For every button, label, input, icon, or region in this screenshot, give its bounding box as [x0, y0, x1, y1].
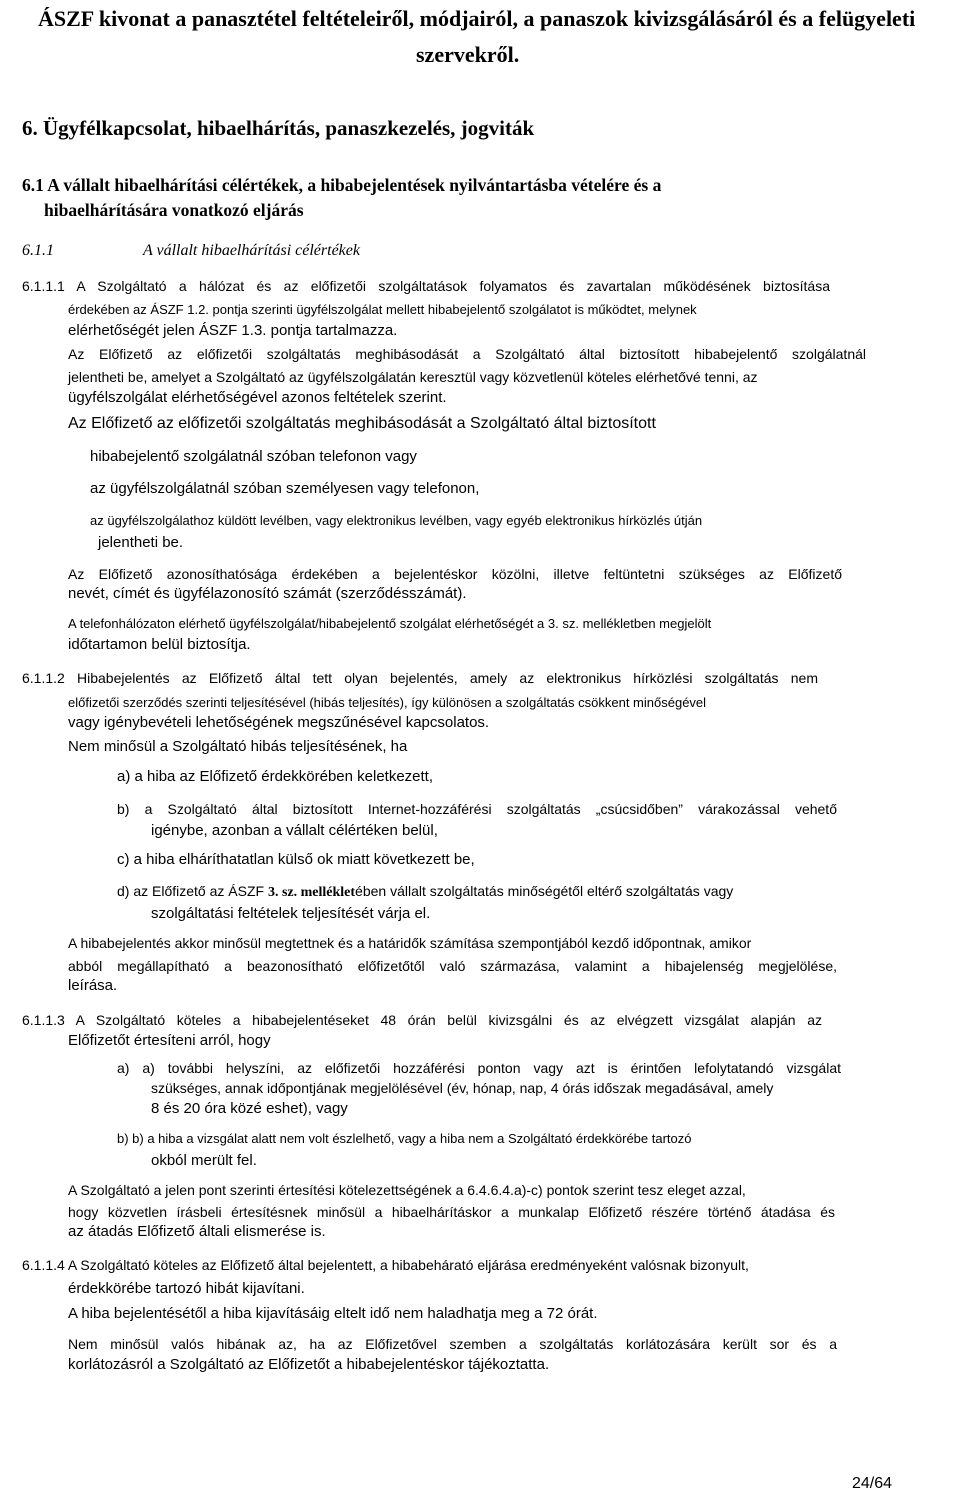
list-item: szolgáltatási feltételek teljesítését várja el.: [151, 905, 431, 922]
list-item: hibabejelentő szolgálatnál szóban telefonon vagy: [90, 448, 417, 465]
paragraph-line: jelentheti be, amelyet a Szolgáltató az ügyfélszolgálatán keresztül vagy közvetlenül köteles elérhetővé tenni, az: [68, 369, 758, 385]
paragraph-line: az átadás Előfizető általi elismerése is.: [68, 1223, 326, 1240]
document-title-line-1: ÁSZF kivonat a panasztétel feltételeiről, módjairól, a panaszok kivizsgálásáról és a felügyeleti: [38, 6, 916, 31]
subsection-heading-line-1: 6.1 A vállalt hibaelhárítási célértékek, a hibabejelentések nyilvántartásba vételére és a: [22, 175, 662, 195]
document-title-line-2: szervekről.: [416, 42, 520, 67]
paragraph-line: 6.1.1.2 Hibabejelentés az Előfizető által tett olyan bejelentés, amely az elektronikus hírközlési szolgáltatás nem: [22, 670, 818, 686]
list-item-text: d) az Előfizető az ÁSZF: [117, 883, 268, 899]
list-item: [117, 883, 847, 901]
paragraph-line: érdekében az ÁSZF 1.2. pontja szerinti ügyfélszolgálat mellett hibabejelentő szolgálatot is működtet, melynek: [68, 302, 697, 317]
paragraph-line: leírása.: [68, 977, 118, 994]
paragraph-line: korlátozásról a Szolgáltató az Előfizetőt a hibabejelentéskor tájékoztatta.: [68, 1356, 550, 1373]
list-item: a) a hiba az Előfizető érdekkörében keletkezett,: [117, 768, 434, 785]
subsection-heading-line-2: hibaelhárítására vonatkozó eljárás: [44, 200, 304, 220]
paragraph-line: 6.1.1.4 A Szolgáltató köteles az Előfizető által bejelentett, a hibabehárató eljárása eredményeként valósnak bizonyult,: [22, 1257, 749, 1273]
list-item: az ügyfélszolgálatnál szóban személyesen vagy telefonon,: [90, 480, 480, 497]
paragraph-line: Az Előfizető az előfizetői szolgáltatás meghibásodását a Szolgáltató által biztosított: [68, 415, 656, 432]
list-item: c) a hiba elháríthatatlan külső ok miatt következett be,: [117, 851, 475, 868]
list-item-text: ében vállalt szolgáltatás minőségétől eltérő szolgáltatás vagy: [355, 883, 734, 899]
paragraph-line: előfizetői szerződés szerinti teljesítésével (hibás teljesítés), így különösen a szolgáltatás csökkent minőségével: [68, 695, 707, 710]
list-item: az ügyfélszolgálathoz küldött levélben, vagy elektronikus levélben, vagy egyéb elektronikus hírközlés útján: [90, 513, 703, 528]
annex-reference: 3. sz. melléklet: [267, 885, 356, 900]
paragraph-line: érdekkörébe tartozó hibát kijavítani.: [68, 1280, 305, 1297]
paragraph-line: A Szolgáltató a jelen pont szerinti értesítési kötelezettségének a 6.4.6.4.a)-c) pontok szerint tesz eleget azzal,: [68, 1182, 746, 1198]
subsubsection-number: 6.1.1: [22, 242, 54, 259]
paragraph-line: 6.1.1.3 A Szolgáltató köteles a hibabejelentéseket 48 órán belül kivizsgálni és az elvégzett vizsgálat alapján az: [22, 1012, 822, 1028]
paragraph-line: vagy igénybevételi lehetőségének megszűnésével kapcsolatos.: [68, 714, 490, 731]
section-heading: 6. Ügyfélkapcsolat, hibaelhárítás, panaszkezelés, jogviták: [22, 116, 535, 140]
list-item: okból merült fel.: [151, 1152, 257, 1169]
paragraph-line: időtartamon belül biztosítja.: [68, 636, 251, 653]
paragraph-line: Nem minősül valós hibának az, ha az Előfizetővel szemben a szolgáltatás korlátozására került sor és a: [68, 1336, 837, 1352]
list-item: b) a Szolgáltató által biztosított Internet-hozzáférési szolgáltatás „csúcsidőben” várakozással vehető: [117, 801, 837, 817]
paragraph-line: A hibabejelentés akkor minősül megtettnek és a határidők számítása szempontjából kezdő időpontnak, amikor: [68, 935, 752, 951]
paragraph-line: abból megállapítható a beazonosítható előfizetőtől való származása, valamint a hibajelenség megjelölése,: [68, 958, 837, 974]
paragraph-line: hogy közvetlen írásbeli értesítésnek minősül a hibaelhárításkor a munkalap Előfizető részére történő átadása és: [68, 1204, 835, 1220]
page-number: 24/64: [852, 1475, 893, 1492]
subsubsection-title: A vállalt hibaelhárítási célértékek: [143, 242, 360, 259]
paragraph-line: Előfizetőt értesíteni arról, hogy: [68, 1032, 271, 1049]
paragraph-line: ügyfélszolgálat elérhetőségével azonos feltételek szerint.: [68, 389, 447, 406]
list-item: jelentheti be.: [98, 534, 184, 551]
list-item: 8 és 20 óra közé eshet), vagy: [151, 1100, 348, 1117]
list-item: igénybe, azonban a vállalt célértéken belül,: [151, 822, 438, 839]
list-item: a) a) további helyszíni, az előfizetői hozzáférési ponton vagy azt is érintően lefolytatandó vizsgálat: [117, 1060, 841, 1076]
paragraph-line: A telefonhálózaton elérhető ügyfélszolgálat/hibabejelentő szolgálat elérhetőségét a 3. sz. mellékletben megjelölt: [68, 616, 712, 631]
paragraph-line: Az Előfizető azonosíthatósága érdekében a bejelentéskor közölni, illetve feltüntetni szükséges az Előfizető: [68, 566, 842, 582]
list-item: szükséges, annak időpontjának megjelölésével (év, hónap, nap, 4 órás időszak megadásával, amely: [151, 1080, 774, 1096]
paragraph-line: Nem minősül a Szolgáltató hibás teljesítésének, ha: [68, 738, 408, 755]
paragraph-line: 6.1.1.1 A Szolgáltató a hálózat és az előfizetői szolgáltatások folyamatos és zavartalan működésének biztosítása: [22, 278, 830, 294]
list-item: b) b) a hiba a vizsgálat alatt nem volt észlelhető, vagy a hiba nem a Szolgáltató érdekkörébe tartozó: [117, 1131, 692, 1146]
paragraph-line: Az Előfizető az előfizetői szolgáltatás meghibásodását a Szolgáltató által biztosított hibabejelentő szolgálatnál: [68, 346, 866, 362]
paragraph-line: A hiba bejelentésétől a hiba kijavításáig eltelt idő nem haladhatja meg a 72 órát.: [68, 1305, 598, 1322]
paragraph-line: nevét, címét és ügyfélazonosító számát (szerződésszámát).: [68, 585, 467, 602]
paragraph-line: elérhetőségét jelen ÁSZF 1.3. pontja tartalmazza.: [68, 322, 398, 339]
